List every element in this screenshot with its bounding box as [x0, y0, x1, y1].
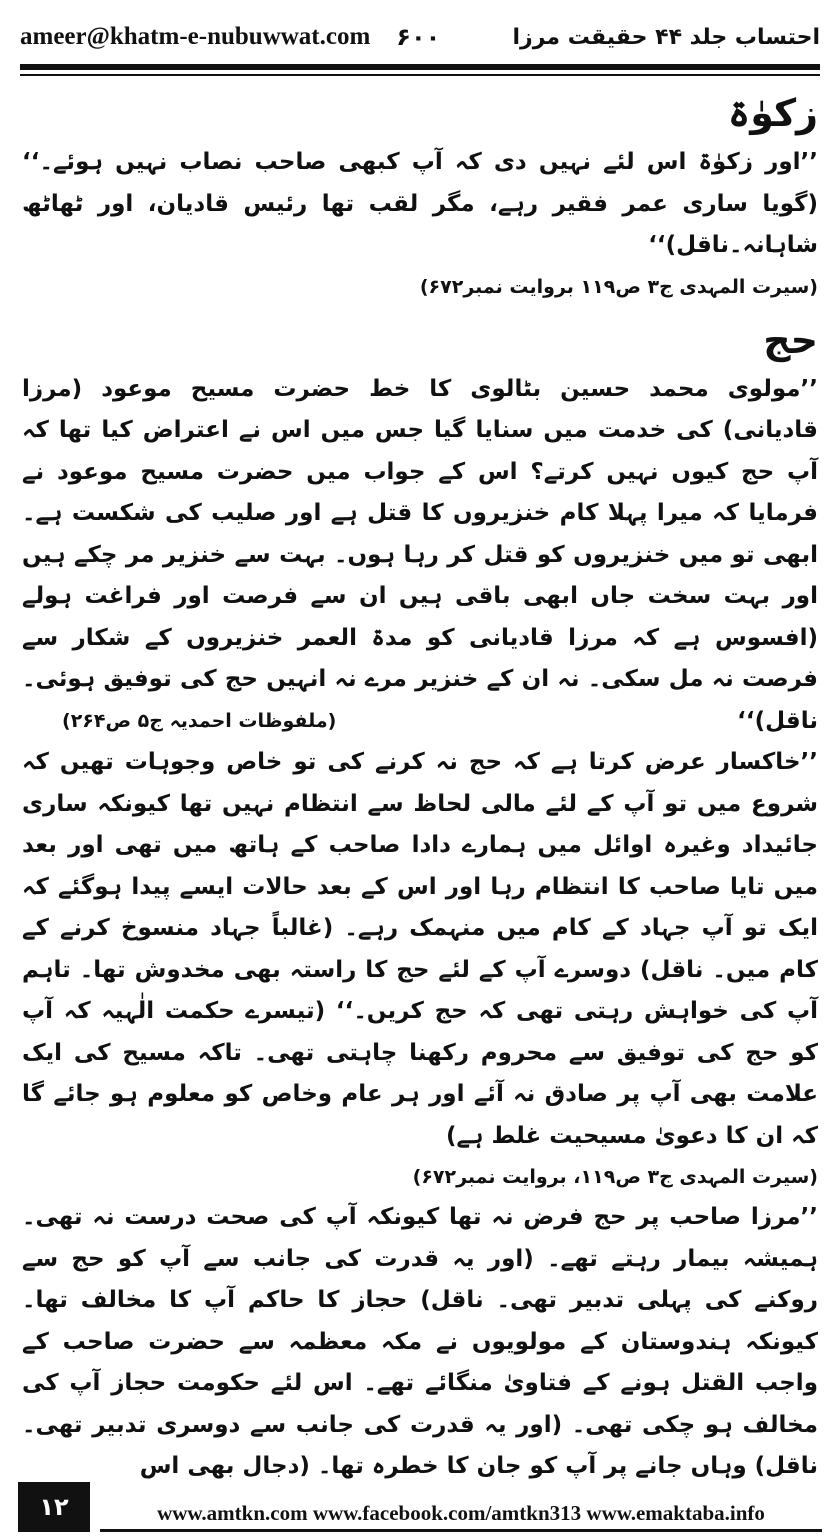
header-email: ameer@khatm-e-nubuwwat.com: [20, 23, 371, 50]
footer-page-number: ۱۲: [18, 1482, 90, 1532]
hajj-paragraph-2: ’’خاکسار عرض کرتا ہے کہ حج نہ کرنے کی تو خاص وجوہات تھیں کہ شروع میں تو آپ کے لئے مالی لحاظ سے انتظام نہیں تھا کیونکہ ساری جائیداد وغیرہ اوائل میں ہمارے دادا صاحب کے ہاتھ میں تھی اور بعد میں تایا صاحب کا انتظام رہا اور اس کے بعد حالات ایسے پیدا ہوگئے کہ ایک تو آپ جہاد کے کام میں منہمک رہے۔ (غالباً جہاد منسوخ کرنے کے کام میں۔ ناقل) دوسرے آپ کے لئے حج کا راستہ بھی مخدوش تھا۔ تاہم آپ کی خواہش رہتی تھی کہ حج کریں۔‘‘ (تیسرے حکمت الٰہیہ کہ آپ کو حج کی توفیق سے محروم رکھنا چاہتی تھی۔ تاکہ مسیح کی ایک علامت بھی آپ پر صادق نہ آئے اور ہر عام وخاص کو معلوم ہو جائے گا کہ ان کا دعویٰ مسیحیت غلط ہے): [22, 749, 818, 1149]
header-rule-thick: [20, 64, 820, 70]
header-book-title: احتساب جلد ۴۴ حقیقت مرزا: [512, 24, 820, 50]
hajj-reference-2: (سیرت المہدی ج۳ ص۱۱۹، بروایت نمبر۶۷۲): [412, 1166, 818, 1188]
page-footer: [18, 1482, 822, 1532]
heading-zakat: زکوٰۃ: [727, 91, 818, 135]
heading-hajj: حج: [763, 317, 818, 362]
header-rule-thin: [20, 74, 820, 76]
header-page-number: ۶۰۰: [396, 23, 441, 51]
page-body: [22, 84, 818, 1479]
zakat-reference: (سیرت المہدی ج۳ ص۱۱۹ بروایت نمبر۶۷۲): [419, 275, 818, 298]
header-left: [20, 23, 440, 51]
footer-rule: [100, 1529, 822, 1532]
footer-links: www.amtkn.com www.facebook.com/amtkn313 www.emaktaba.info: [157, 1501, 765, 1525]
zakat-quote: ’’اور زکوٰۃ اس لئے نہیں دی کہ آپ کبھی صاحب نصاب نہیں ہوئے۔‘‘ (گویا ساری عمر فقیر رہے، مگر لقب تھا رئیس قادیان، اور ٹھاٹھ شاہانہ۔ناقل)‘‘: [22, 149, 818, 258]
hajj-paragraph-1: [22, 369, 818, 743]
hajj-paragraph-3: ’’مرزا صاحب پر حج فرض نہ تھا کیونکہ آپ کی صحت درست نہ تھی۔ ہمیشہ بیمار رہتے تھے۔ (اور یہ قدرت کی جانب سے آپ کو حج سے روکنے کی پہلی تدبیر تھی۔ ناقل) حجاز کا حاکم آپ کا مخالف تھا۔ کیونکہ ہندوستان کے مولویوں نے مکہ معظمہ سے حضرت صاحب کے واجب القتل ہونے کے فتاویٰ منگائے تھے۔ اس لئے حکومت حجاز آپ کی مخالف ہو چکی تھی۔ (اور یہ قدرت کی جانب سے دوسری تدبیر تھی۔ ناقل) وہاں جانے پر آپ کو جان کا خطرہ تھا۔ (دجال بھی اس: [22, 1204, 818, 1479]
page-header: [20, 14, 820, 60]
hajj-paragraph-1-text: ’’مولوی محمد حسین بٹالوی کا خط حضرت مسیح موعود (مرزا قادیانی) کی خدمت میں سنایا گیا جس میں اس نے اعتراض کیا تھا کہ آپ حج کیوں نہیں کرتے؟ اس کے جواب میں حضرت مسیح موعود نے فرمایا کہ میرا پہلا کام خنزیروں کا قتل ہے اور صلیب کی شکست ہے۔ ابھی تو میں خنزیروں کو قتل کر رہا ہوں۔ بہت سے خنزیر مر چکے ہیں اور بہت سخت جاں ابھی باقی ہیں ان سے فرصت اور فراغت ہولے (افسوس ہے کہ مرزا قادیانی کو مدۃ العمر خنزیروں کے شکار سے فرصت نہ مل سکی۔ نہ ان کے خنزیر مرے نہ انہیں حج کی توفیق ہوئی۔ ناقل)‘‘: [22, 375, 818, 734]
hajj-reference-1: (ملفوظات احمدیہ ج۵ ص۲۶۴): [62, 709, 337, 732]
footer-links-block: [90, 1482, 822, 1532]
